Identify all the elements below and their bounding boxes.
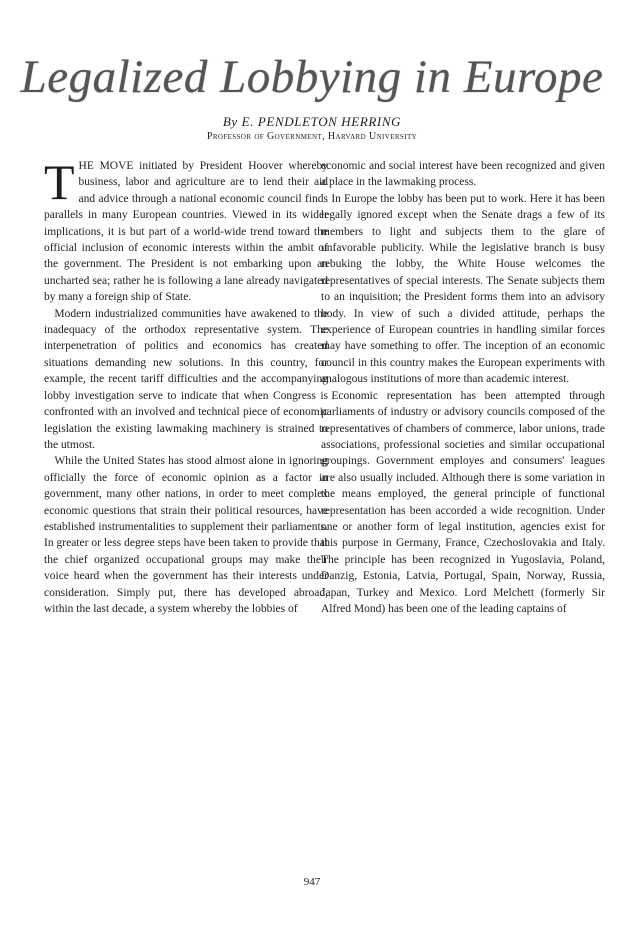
paragraph: In Europe the lobby has been put to work. Here it has been legally ignored except when the Senate drags a few of its members to light and subjects them to the glare of unfavorable publicity. While the legislative branch is busy rebuking the lobby, the White House welcomes the representatives of special interests. The Senate subjects them to an inquisition; the President forms them into an advisory body. In view of such a divided attitude, perhaps the experience of European countries in handling similar forces may have something to offer. The inception of an economic council in this country makes the European experiments with analogous institutions of more than academic interest. bbox=[321, 192, 605, 386]
paragraph: Modern industrialized communities have awakened to the inadequacy of the orthodox representative system. The interpenetration of politics and economics has created situations demanding new solutions. In this country, for example, the recent tariff difficulties and the accompanying lobby investigation serve to indicate that when Congress is confronted with an involved and technical piece of economic legislation the existing lawmaking machinery is strained to the utmost. bbox=[44, 307, 328, 451]
page-number: 947 bbox=[303, 876, 321, 888]
opening-words: HE MOVE bbox=[78, 160, 134, 172]
drop-cap: T bbox=[44, 154, 75, 210]
author-affiliation: Professor of Government, Harvard University bbox=[206, 131, 418, 142]
paragraph bbox=[44, 154, 328, 306]
article-title: Legalized Lobbying in Europe bbox=[20, 51, 604, 103]
left-column bbox=[44, 154, 328, 617]
author-byline: By E. PENDLETON HERRING bbox=[222, 114, 402, 129]
paragraph: economic and social interest have been recognized and given a place in the lawmaking process. bbox=[321, 160, 605, 189]
paragraph: Economic representation has been attempted through parliaments of industry or advisory councils composed of the representatives of chambers of commerce, labor unions, trade associations, professional societies and similar occupational groupings. Government employes and consumers' leagues are also usually included. Although there is some variation in the means employed, the general principle of functional representation has been accorded a wide recognition. Under one or another form of legal institution, agencies exist for this purpose in Germany, France, Czechoslovakia and Italy. The principle has been recognized in Yugoslavia, Poland, Danzig, Estonia, Latvia, Portugal, Spain, Norway, Russia, Japan, Turkey and Mexico. Lord Melchett (formerly Sir Alfred Mond) has been one of the leading captains of bbox=[321, 389, 605, 615]
paragraph: While the United States has stood almost alone in ignoring officially the force of economic opinion as a factor in government, many other nations, in order to meet complex economic questions that strain their political resources, have established instrumentalities to supplement their parliaments. In greater or less degree steps have been taken to provide that the chief organized occupational groups may make their voice heard when the government has their interests under consideration. Simply put, there has developed abroad, within the last decade, a system whereby the lobbies of bbox=[44, 455, 328, 615]
right-column bbox=[321, 158, 605, 617]
paragraph-text: initiated by President Hoover whereby business, labor and agriculture are to lend their aid and advice through a national economic council finds parallels in many European countries. Viewed in its wider implications, it is but part of a world-wide trend toward the official inclusion of economic interests within the ambit of the government. The President is not embarking upon an uncharted sea; rather he is following a lane already navigated by many a foreign ship of State. bbox=[44, 160, 328, 304]
